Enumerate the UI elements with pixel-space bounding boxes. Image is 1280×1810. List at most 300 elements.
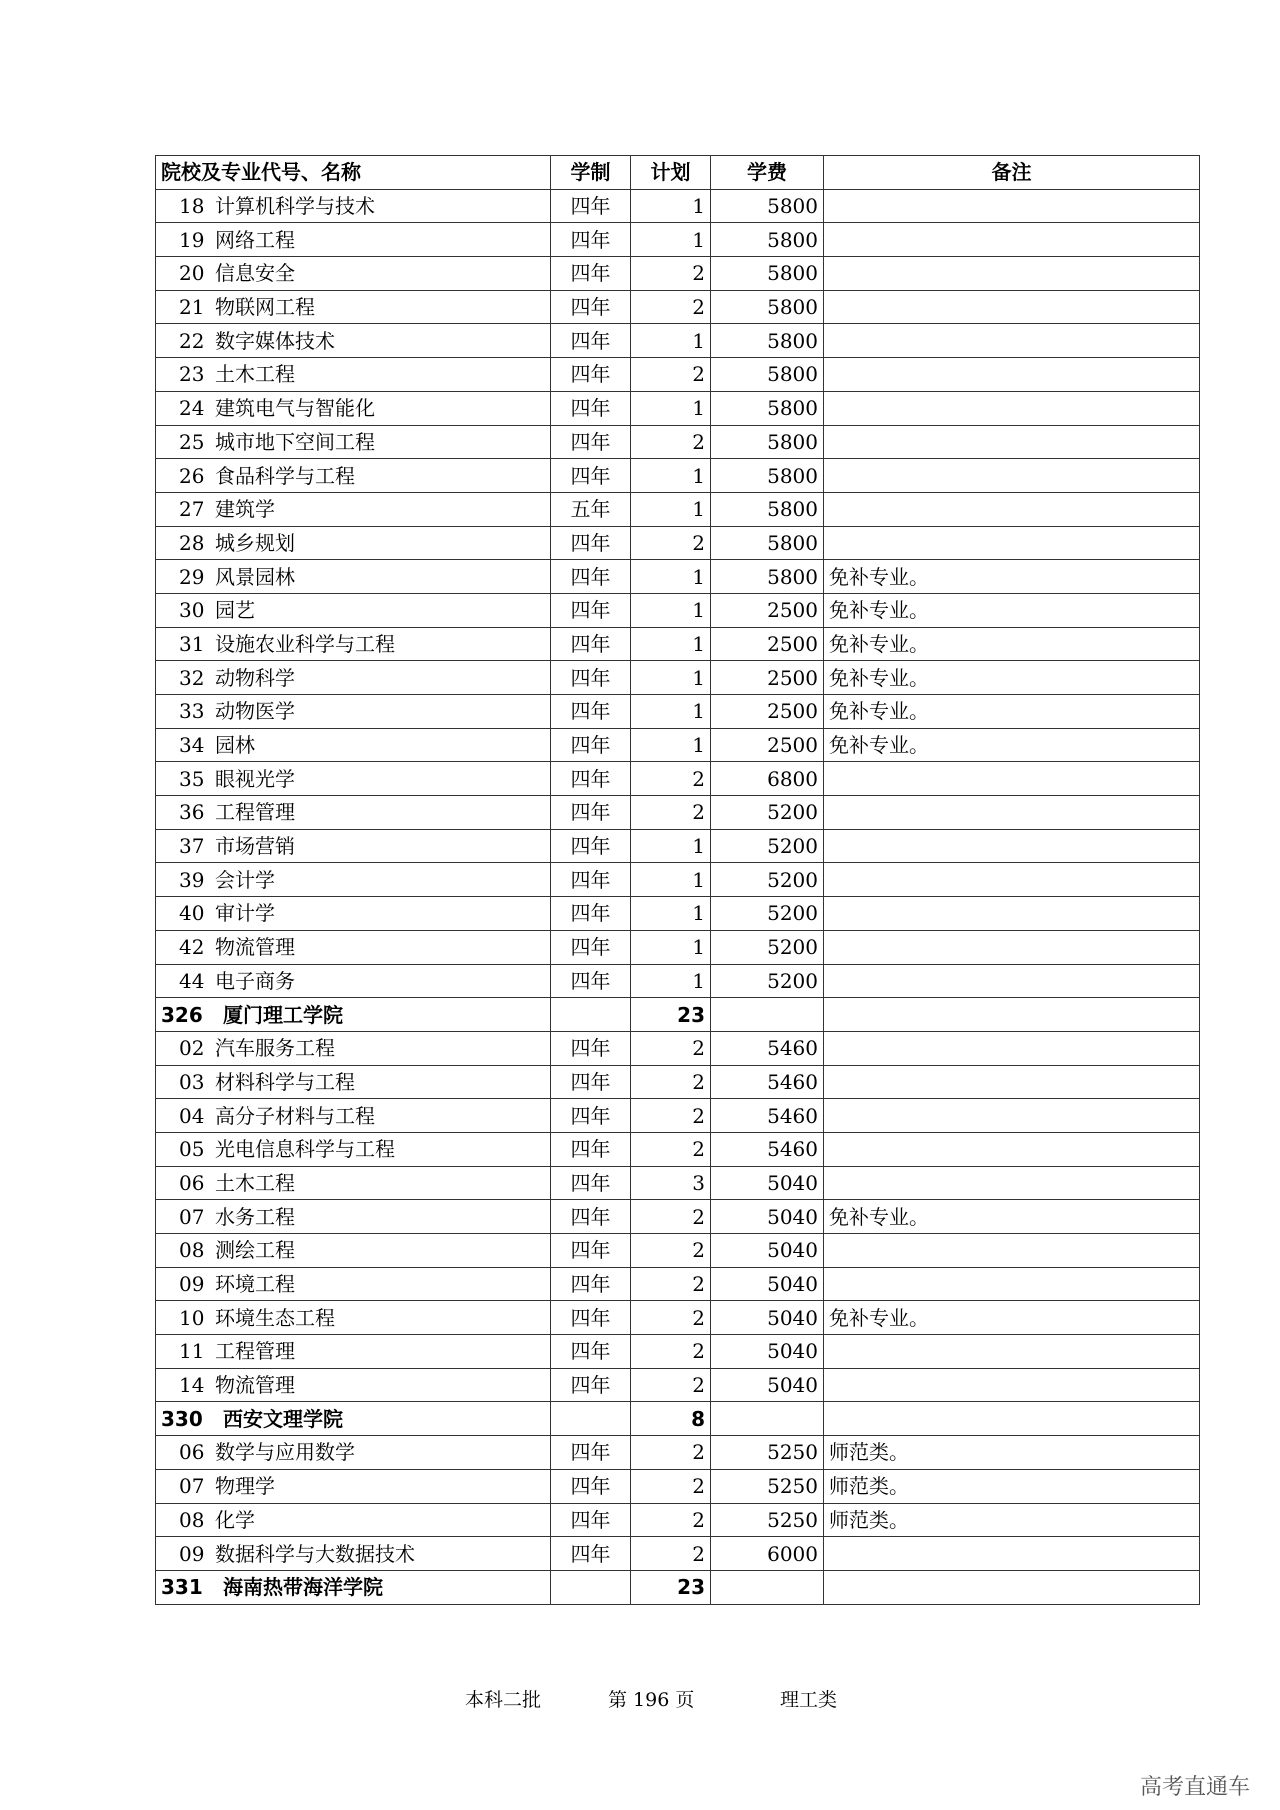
plan-cell: 1 bbox=[631, 391, 711, 425]
name: 环境工程 bbox=[215, 1272, 295, 1297]
duration-cell: 四年 bbox=[551, 290, 631, 324]
name: 会计学 bbox=[215, 867, 275, 892]
major-row bbox=[156, 796, 1200, 830]
name-cell bbox=[156, 661, 551, 695]
footer-batch: 本科二批 bbox=[465, 1689, 542, 1711]
note-cell: 免补专业。 bbox=[824, 627, 1200, 661]
name: 建筑学 bbox=[215, 497, 275, 522]
name: 工程管理 bbox=[215, 800, 295, 825]
major-row bbox=[156, 1267, 1200, 1301]
duration-cell: 四年 bbox=[551, 1335, 631, 1369]
code: 24 bbox=[179, 396, 205, 421]
duration-cell: 四年 bbox=[551, 1166, 631, 1200]
name-cell bbox=[156, 1335, 551, 1369]
name: 水务工程 bbox=[215, 1204, 295, 1229]
name-cell bbox=[156, 1436, 551, 1470]
major-row bbox=[156, 897, 1200, 931]
fee-cell: 6000 bbox=[711, 1537, 824, 1571]
duration-cell: 四年 bbox=[551, 1436, 631, 1470]
duration-cell: 四年 bbox=[551, 796, 631, 830]
major-row bbox=[156, 1132, 1200, 1166]
name: 物理学 bbox=[215, 1474, 275, 1499]
code: 331 bbox=[161, 1575, 203, 1600]
code: 36 bbox=[179, 800, 205, 825]
note-cell bbox=[824, 762, 1200, 796]
duration-cell: 四年 bbox=[551, 627, 631, 661]
plan-cell: 1 bbox=[631, 492, 711, 526]
name: 设施农业科学与工程 bbox=[215, 631, 395, 656]
duration-cell: 四年 bbox=[551, 1200, 631, 1234]
duration-cell: 四年 bbox=[551, 1368, 631, 1402]
fee-cell: 5800 bbox=[711, 560, 824, 594]
note-cell: 免补专业。 bbox=[824, 560, 1200, 594]
major-row bbox=[156, 189, 1200, 223]
plan-cell: 3 bbox=[631, 1166, 711, 1200]
plan-cell: 1 bbox=[631, 627, 711, 661]
note-cell bbox=[824, 1267, 1200, 1301]
code: 28 bbox=[179, 530, 205, 555]
note-cell bbox=[824, 829, 1200, 863]
note-cell: 师范类。 bbox=[824, 1469, 1200, 1503]
plan-cell: 2 bbox=[631, 1368, 711, 1402]
plan-cell: 1 bbox=[631, 661, 711, 695]
name: 测绘工程 bbox=[215, 1238, 295, 1263]
major-row bbox=[156, 526, 1200, 560]
fee-cell: 5040 bbox=[711, 1267, 824, 1301]
note-cell bbox=[824, 1537, 1200, 1571]
duration-cell: 四年 bbox=[551, 930, 631, 964]
name: 风景园林 bbox=[215, 564, 295, 589]
major-row bbox=[156, 1436, 1200, 1470]
plan-cell: 2 bbox=[631, 1200, 711, 1234]
duration-cell: 四年 bbox=[551, 324, 631, 358]
name-cell bbox=[156, 998, 551, 1032]
code: 39 bbox=[179, 867, 205, 892]
code: 330 bbox=[161, 1406, 203, 1431]
code: 06 bbox=[179, 1440, 205, 1465]
major-row bbox=[156, 863, 1200, 897]
plan-cell: 1 bbox=[631, 863, 711, 897]
plan-cell: 1 bbox=[631, 930, 711, 964]
plan-cell: 2 bbox=[631, 358, 711, 392]
code: 09 bbox=[179, 1541, 205, 1566]
name-cell bbox=[156, 1368, 551, 1402]
duration-cell: 四年 bbox=[551, 1503, 631, 1537]
plan-cell: 23 bbox=[631, 1570, 711, 1604]
major-row bbox=[156, 1166, 1200, 1200]
fee-cell: 5040 bbox=[711, 1234, 824, 1268]
plan-cell: 1 bbox=[631, 560, 711, 594]
name-cell bbox=[156, 189, 551, 223]
major-row bbox=[156, 829, 1200, 863]
note-cell bbox=[824, 930, 1200, 964]
major-row bbox=[156, 1200, 1200, 1234]
name-cell bbox=[156, 459, 551, 493]
major-row bbox=[156, 1065, 1200, 1099]
major-row bbox=[156, 627, 1200, 661]
duration-cell: 四年 bbox=[551, 526, 631, 560]
fee-cell: 5250 bbox=[711, 1436, 824, 1470]
code: 10 bbox=[179, 1305, 205, 1330]
fee-cell: 5200 bbox=[711, 897, 824, 931]
plan-cell: 2 bbox=[631, 1267, 711, 1301]
code: 03 bbox=[179, 1069, 205, 1094]
code: 22 bbox=[179, 328, 205, 353]
note-cell bbox=[824, 1570, 1200, 1604]
fee-cell: 2500 bbox=[711, 728, 824, 762]
note-cell bbox=[824, 863, 1200, 897]
duration-cell bbox=[551, 998, 631, 1032]
note-cell bbox=[824, 526, 1200, 560]
fee-cell: 5040 bbox=[711, 1335, 824, 1369]
footer-page-number: 第 196 页 bbox=[608, 1689, 695, 1711]
fee-cell: 5040 bbox=[711, 1368, 824, 1402]
name-cell bbox=[156, 290, 551, 324]
name-cell bbox=[156, 1402, 551, 1436]
duration-cell: 四年 bbox=[551, 223, 631, 257]
major-row bbox=[156, 324, 1200, 358]
code: 05 bbox=[179, 1137, 205, 1162]
major-row bbox=[156, 1234, 1200, 1268]
major-row bbox=[156, 1301, 1200, 1335]
fee-cell: 6800 bbox=[711, 762, 824, 796]
fee-cell: 5250 bbox=[711, 1503, 824, 1537]
school-row bbox=[156, 1402, 1200, 1436]
name-cell bbox=[156, 930, 551, 964]
fee-cell: 2500 bbox=[711, 661, 824, 695]
name-cell bbox=[156, 1200, 551, 1234]
name: 审计学 bbox=[215, 901, 275, 926]
duration-cell bbox=[551, 1402, 631, 1436]
name-cell bbox=[156, 425, 551, 459]
fee-cell: 5800 bbox=[711, 526, 824, 560]
fee-cell: 5200 bbox=[711, 964, 824, 998]
name-cell bbox=[156, 897, 551, 931]
code: 31 bbox=[179, 631, 205, 656]
note-cell bbox=[824, 324, 1200, 358]
plan-cell: 2 bbox=[631, 1132, 711, 1166]
name-cell bbox=[156, 728, 551, 762]
major-row bbox=[156, 1503, 1200, 1537]
name: 网络工程 bbox=[215, 227, 295, 252]
header-name: 院校及专业代号、名称 bbox=[156, 156, 551, 190]
fee-cell: 5200 bbox=[711, 796, 824, 830]
duration-cell: 四年 bbox=[551, 1234, 631, 1268]
fee-cell: 5800 bbox=[711, 223, 824, 257]
code: 29 bbox=[179, 564, 205, 589]
major-row bbox=[156, 930, 1200, 964]
name: 西安文理学院 bbox=[223, 1406, 343, 1431]
code: 08 bbox=[179, 1507, 205, 1532]
fee-cell bbox=[711, 998, 824, 1032]
duration-cell: 四年 bbox=[551, 695, 631, 729]
name: 数据科学与大数据技术 bbox=[215, 1541, 415, 1566]
name: 电子商务 bbox=[215, 968, 295, 993]
plan-cell: 1 bbox=[631, 695, 711, 729]
duration-cell: 四年 bbox=[551, 425, 631, 459]
plan-cell: 2 bbox=[631, 1301, 711, 1335]
name-cell bbox=[156, 829, 551, 863]
fee-cell: 5460 bbox=[711, 1065, 824, 1099]
name-cell bbox=[156, 1469, 551, 1503]
major-row bbox=[156, 1335, 1200, 1369]
duration-cell: 四年 bbox=[551, 829, 631, 863]
name: 高分子材料与工程 bbox=[215, 1103, 375, 1128]
admission-plan-table bbox=[155, 155, 1200, 1605]
name: 化学 bbox=[215, 1507, 255, 1532]
code: 32 bbox=[179, 665, 205, 690]
fee-cell: 5800 bbox=[711, 189, 824, 223]
fee-cell: 2500 bbox=[711, 627, 824, 661]
note-cell: 免补专业。 bbox=[824, 695, 1200, 729]
plan-cell: 1 bbox=[631, 897, 711, 931]
major-row bbox=[156, 762, 1200, 796]
code: 21 bbox=[179, 295, 205, 320]
code: 04 bbox=[179, 1103, 205, 1128]
major-row bbox=[156, 593, 1200, 627]
code: 26 bbox=[179, 463, 205, 488]
major-row bbox=[156, 661, 1200, 695]
footer-category: 理工类 bbox=[780, 1689, 838, 1711]
header-note: 备注 bbox=[824, 156, 1200, 190]
duration-cell: 四年 bbox=[551, 391, 631, 425]
note-cell bbox=[824, 425, 1200, 459]
duration-cell bbox=[551, 1570, 631, 1604]
plan-cell: 1 bbox=[631, 324, 711, 358]
name-cell bbox=[156, 1267, 551, 1301]
duration-cell: 四年 bbox=[551, 1065, 631, 1099]
code: 08 bbox=[179, 1238, 205, 1263]
name: 土木工程 bbox=[215, 1170, 295, 1195]
fee-cell: 5800 bbox=[711, 290, 824, 324]
duration-cell: 四年 bbox=[551, 593, 631, 627]
major-row bbox=[156, 1537, 1200, 1571]
note-cell: 师范类。 bbox=[824, 1503, 1200, 1537]
duration-cell: 四年 bbox=[551, 897, 631, 931]
code: 06 bbox=[179, 1170, 205, 1195]
code: 02 bbox=[179, 1036, 205, 1061]
name: 动物科学 bbox=[215, 665, 295, 690]
plan-cell: 23 bbox=[631, 998, 711, 1032]
name: 物流管理 bbox=[215, 1373, 295, 1398]
major-row bbox=[156, 560, 1200, 594]
name: 物流管理 bbox=[215, 935, 295, 960]
major-row bbox=[156, 391, 1200, 425]
table-body bbox=[156, 189, 1200, 1604]
duration-cell: 四年 bbox=[551, 762, 631, 796]
fee-cell: 5200 bbox=[711, 863, 824, 897]
fee-cell: 5040 bbox=[711, 1200, 824, 1234]
name-cell bbox=[156, 1065, 551, 1099]
name-cell bbox=[156, 1570, 551, 1604]
duration-cell: 四年 bbox=[551, 1099, 631, 1133]
duration-cell: 四年 bbox=[551, 1537, 631, 1571]
fee-cell bbox=[711, 1402, 824, 1436]
plan-cell: 1 bbox=[631, 223, 711, 257]
name-cell bbox=[156, 762, 551, 796]
fee-cell: 5800 bbox=[711, 425, 824, 459]
plan-cell: 2 bbox=[631, 425, 711, 459]
code: 19 bbox=[179, 227, 205, 252]
note-cell bbox=[824, 1402, 1200, 1436]
plan-cell: 2 bbox=[631, 1436, 711, 1470]
name-cell bbox=[156, 560, 551, 594]
name: 城乡规划 bbox=[215, 530, 295, 555]
note-cell bbox=[824, 391, 1200, 425]
plan-cell: 1 bbox=[631, 829, 711, 863]
header-plan: 计划 bbox=[631, 156, 711, 190]
major-row bbox=[156, 492, 1200, 526]
duration-cell: 四年 bbox=[551, 459, 631, 493]
name-cell bbox=[156, 324, 551, 358]
major-row bbox=[156, 1031, 1200, 1065]
fee-cell: 5800 bbox=[711, 324, 824, 358]
plan-cell: 2 bbox=[631, 1537, 711, 1571]
name: 光电信息科学与工程 bbox=[215, 1137, 395, 1162]
code: 18 bbox=[179, 194, 205, 219]
code: 326 bbox=[161, 1002, 203, 1027]
code: 44 bbox=[179, 968, 205, 993]
name: 园林 bbox=[215, 733, 255, 758]
name-cell bbox=[156, 796, 551, 830]
plan-cell: 2 bbox=[631, 257, 711, 291]
name: 海南热带海洋学院 bbox=[223, 1575, 383, 1600]
duration-cell: 四年 bbox=[551, 1469, 631, 1503]
header-fee: 学费 bbox=[711, 156, 824, 190]
code: 37 bbox=[179, 834, 205, 859]
note-cell bbox=[824, 998, 1200, 1032]
fee-cell: 5040 bbox=[711, 1301, 824, 1335]
code: 07 bbox=[179, 1474, 205, 1499]
plan-cell: 2 bbox=[631, 290, 711, 324]
name-cell bbox=[156, 1099, 551, 1133]
plan-cell: 2 bbox=[631, 1335, 711, 1369]
plan-cell: 8 bbox=[631, 1402, 711, 1436]
fee-cell: 5250 bbox=[711, 1469, 824, 1503]
code: 11 bbox=[179, 1339, 205, 1364]
fee-cell: 5800 bbox=[711, 492, 824, 526]
note-cell bbox=[824, 223, 1200, 257]
note-cell bbox=[824, 796, 1200, 830]
duration-cell: 四年 bbox=[551, 728, 631, 762]
fee-cell: 2500 bbox=[711, 593, 824, 627]
note-cell: 免补专业。 bbox=[824, 1200, 1200, 1234]
note-cell bbox=[824, 1099, 1200, 1133]
name: 汽车服务工程 bbox=[215, 1036, 335, 1061]
plan-cell: 2 bbox=[631, 1469, 711, 1503]
name: 市场营销 bbox=[215, 834, 295, 859]
table-header-row bbox=[156, 156, 1200, 190]
note-cell: 免补专业。 bbox=[824, 661, 1200, 695]
name: 食品科学与工程 bbox=[215, 463, 355, 488]
code: 35 bbox=[179, 766, 205, 791]
note-cell bbox=[824, 290, 1200, 324]
code: 07 bbox=[179, 1204, 205, 1229]
name: 动物医学 bbox=[215, 699, 295, 724]
name: 眼视光学 bbox=[215, 766, 295, 791]
plan-cell: 2 bbox=[631, 1099, 711, 1133]
code: 40 bbox=[179, 901, 205, 926]
name-cell bbox=[156, 1537, 551, 1571]
code: 14 bbox=[179, 1373, 205, 1398]
code: 09 bbox=[179, 1272, 205, 1297]
note-cell bbox=[824, 1234, 1200, 1268]
duration-cell: 四年 bbox=[551, 358, 631, 392]
name: 土木工程 bbox=[215, 362, 295, 387]
major-row bbox=[156, 459, 1200, 493]
code: 42 bbox=[179, 935, 205, 960]
name: 工程管理 bbox=[215, 1339, 295, 1364]
note-cell: 师范类。 bbox=[824, 1436, 1200, 1470]
note-cell bbox=[824, 964, 1200, 998]
major-row bbox=[156, 257, 1200, 291]
name-cell bbox=[156, 1503, 551, 1537]
note-cell: 免补专业。 bbox=[824, 1301, 1200, 1335]
duration-cell: 四年 bbox=[551, 560, 631, 594]
duration-cell: 四年 bbox=[551, 964, 631, 998]
name-cell bbox=[156, 1301, 551, 1335]
fee-cell: 5460 bbox=[711, 1031, 824, 1065]
name-cell bbox=[156, 1166, 551, 1200]
major-row bbox=[156, 1368, 1200, 1402]
school-row bbox=[156, 998, 1200, 1032]
plan-cell: 2 bbox=[631, 526, 711, 560]
fee-cell: 5800 bbox=[711, 358, 824, 392]
name: 信息安全 bbox=[215, 261, 295, 286]
name: 计算机科学与技术 bbox=[215, 194, 375, 219]
plan-cell: 1 bbox=[631, 728, 711, 762]
duration-cell: 四年 bbox=[551, 1132, 631, 1166]
major-row bbox=[156, 223, 1200, 257]
duration-cell: 四年 bbox=[551, 863, 631, 897]
plan-cell: 2 bbox=[631, 796, 711, 830]
name: 物联网工程 bbox=[215, 295, 315, 320]
code: 27 bbox=[179, 497, 205, 522]
plan-cell: 2 bbox=[631, 1031, 711, 1065]
plan-cell: 1 bbox=[631, 593, 711, 627]
name-cell bbox=[156, 1132, 551, 1166]
note-cell bbox=[824, 1166, 1200, 1200]
duration-cell: 四年 bbox=[551, 1301, 631, 1335]
major-row bbox=[156, 964, 1200, 998]
major-row bbox=[156, 1099, 1200, 1133]
name-cell bbox=[156, 391, 551, 425]
fee-cell: 5200 bbox=[711, 930, 824, 964]
code: 33 bbox=[179, 699, 205, 724]
note-cell bbox=[824, 1368, 1200, 1402]
fee-cell: 5040 bbox=[711, 1166, 824, 1200]
plan-cell: 2 bbox=[631, 1503, 711, 1537]
major-row bbox=[156, 358, 1200, 392]
code: 30 bbox=[179, 598, 205, 623]
major-row bbox=[156, 290, 1200, 324]
plan-cell: 2 bbox=[631, 762, 711, 796]
note-cell bbox=[824, 257, 1200, 291]
code: 23 bbox=[179, 362, 205, 387]
fee-cell: 5800 bbox=[711, 459, 824, 493]
duration-cell: 四年 bbox=[551, 257, 631, 291]
name-cell bbox=[156, 863, 551, 897]
code: 34 bbox=[179, 733, 205, 758]
school-row bbox=[156, 1570, 1200, 1604]
note-cell: 免补专业。 bbox=[824, 728, 1200, 762]
note-cell bbox=[824, 492, 1200, 526]
name-cell bbox=[156, 964, 551, 998]
duration-cell: 四年 bbox=[551, 1031, 631, 1065]
note-cell bbox=[824, 897, 1200, 931]
duration-cell: 五年 bbox=[551, 492, 631, 526]
fee-cell: 5200 bbox=[711, 829, 824, 863]
